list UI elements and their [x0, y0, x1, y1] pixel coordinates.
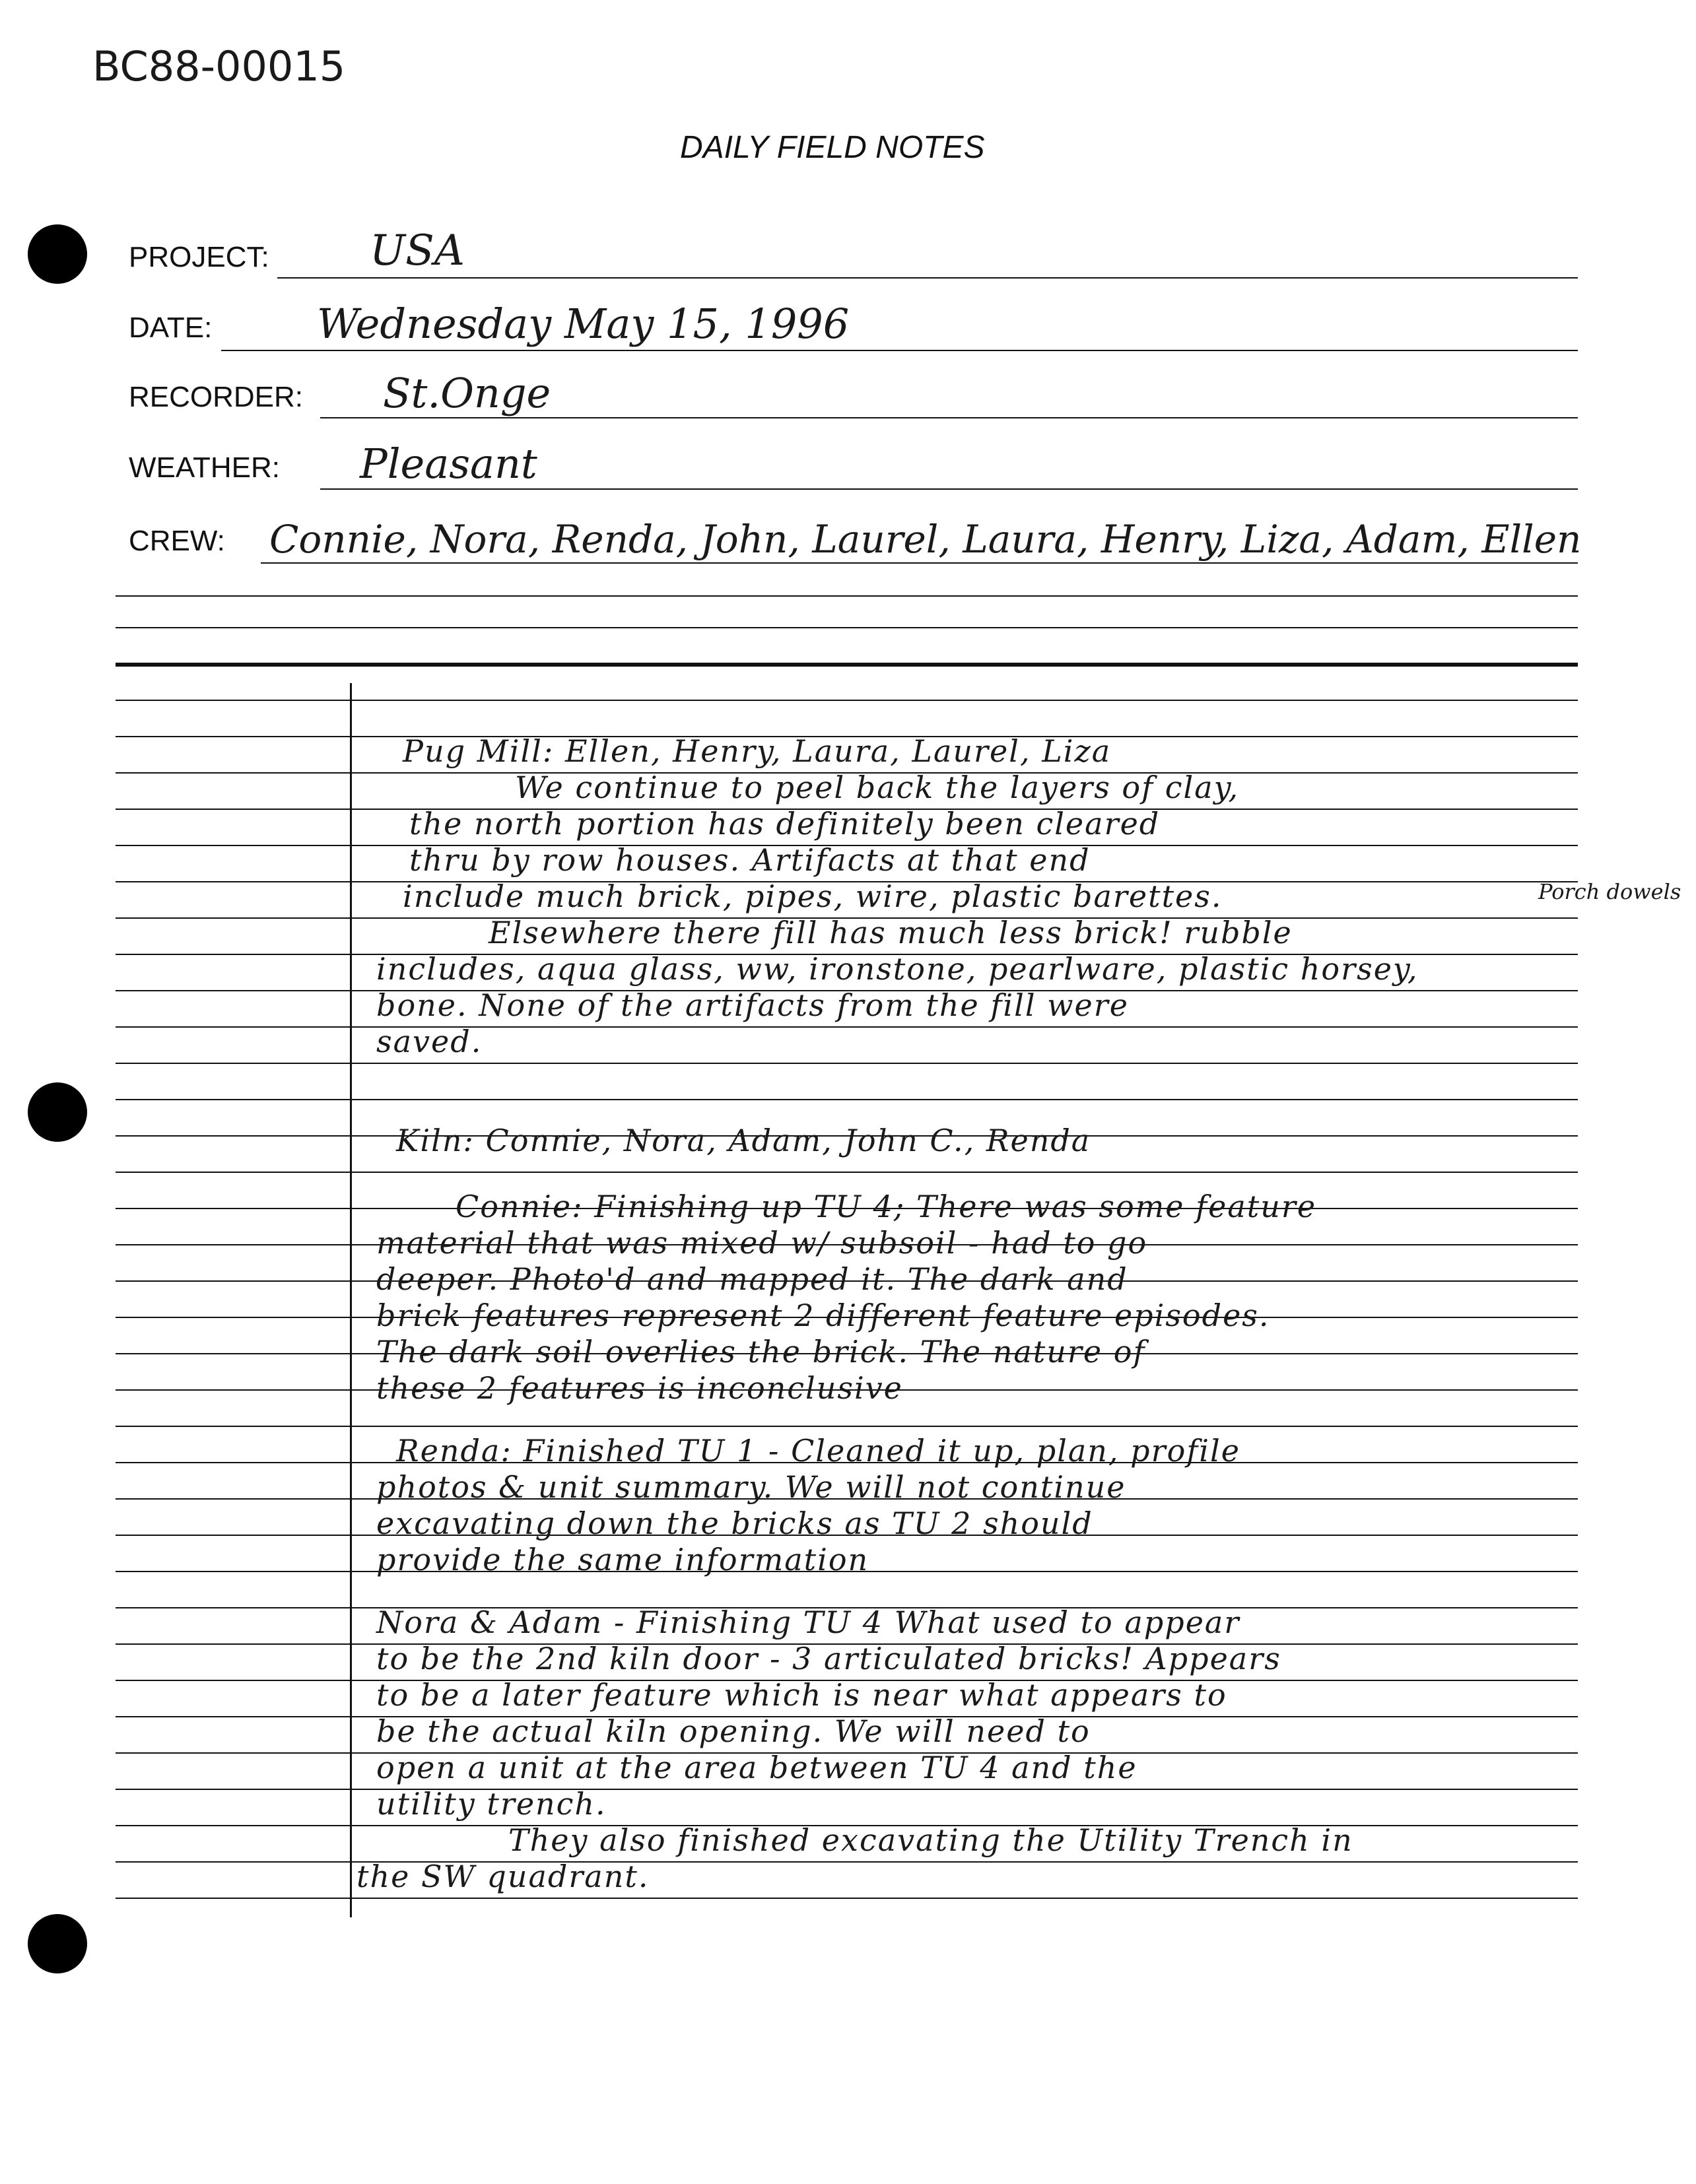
section-divider — [116, 663, 1578, 667]
recorder-label: RECORDER: — [129, 381, 304, 413]
notes-line: Pug Mill: Ellen, Henry, Laura, Laurel, Liza — [403, 733, 1112, 769]
notes-line: utility trench. — [376, 1786, 607, 1822]
notes-line: provide the same information — [376, 1542, 869, 1577]
notes-line: excavating down the bricks as TU 2 should — [376, 1506, 1093, 1541]
notes-line: brick features represent 2 different feature episodes. — [376, 1298, 1270, 1333]
weather-value: Pleasant — [360, 440, 537, 488]
punch-hole-top — [28, 224, 87, 284]
margin-note: Porch dowels — [1538, 879, 1681, 904]
project-value: USA — [370, 226, 465, 275]
notes-line: thru by row houses. Artifacts at that end — [409, 842, 1091, 878]
ruled-line — [116, 1026, 1578, 1028]
project-label: PROJECT: — [129, 241, 269, 273]
notes-line: bone. None of the artifacts from the fill were — [376, 987, 1129, 1023]
date-value: Wednesday May 15, 1996 — [317, 300, 850, 348]
notes-line: be the actual kiln opening. We will need to — [376, 1713, 1091, 1749]
ruled-line — [116, 1426, 1578, 1427]
crew-line — [261, 562, 1578, 564]
recorder-line — [320, 417, 1578, 418]
ruled-line — [116, 1898, 1578, 1899]
notes-line: Elsewhere there fill has much less brick! rubble — [489, 915, 1293, 950]
notes-line: includes, aqua glass, ww, ironstone, pearlware, plastic horsey, — [376, 951, 1419, 987]
document-number: BC88-00015 — [92, 42, 346, 90]
notes-line: include much brick, pipes, wire, plastic barettes. — [403, 878, 1223, 914]
notes-line: saved. — [376, 1024, 483, 1059]
notes-line: deeper. Photo'd and mapped it. The dark and — [376, 1261, 1128, 1297]
notes-line: Kiln: Connie, Nora, Adam, John C., Renda — [396, 1123, 1091, 1158]
notes-line: material that was mixed w/ subsoil - had to go — [376, 1225, 1148, 1261]
notes-line: open a unit at the area between TU 4 and the — [376, 1750, 1137, 1785]
date-label: DATE: — [129, 312, 213, 344]
punch-hole-bottom — [28, 1914, 87, 1973]
ruled-line — [116, 1861, 1578, 1863]
ruled-line — [116, 1789, 1578, 1790]
blank-line — [116, 595, 1578, 597]
crew-value: Connie, Nora, Renda, John, Laurel, Laura, Henry, Liza, Adam, Ellen — [269, 517, 1582, 562]
ruled-line — [116, 1099, 1578, 1100]
date-line — [221, 350, 1578, 351]
notes-line: the north portion has definitely been cleared — [409, 806, 1161, 842]
punch-hole-middle — [28, 1082, 87, 1142]
notes-line: these 2 features is inconclusive — [376, 1370, 903, 1406]
notes-line: to be a later feature which is near what appears to — [376, 1677, 1227, 1713]
project-line — [277, 277, 1578, 279]
weather-label: WEATHER: — [129, 451, 280, 484]
blank-line — [116, 627, 1578, 628]
notes-line: to be the 2nd kiln door - 3 articulated bricks! Appears — [376, 1641, 1281, 1676]
ruled-line — [116, 1063, 1578, 1064]
notes-line: The dark soil overlies the brick. The nature of — [376, 1334, 1146, 1370]
weather-line — [320, 488, 1578, 490]
notes-line: We continue to peel back the layers of clay, — [515, 770, 1240, 805]
notes-line: Connie: Finishing up TU 4; There was some feature — [456, 1189, 1317, 1224]
notes-line: the SW quadrant. — [356, 1859, 650, 1894]
notes-line: photos & unit summary. We will not continue — [376, 1469, 1126, 1505]
crew-label: CREW: — [129, 525, 225, 557]
notes-line: Renda: Finished TU 1 - Cleaned it up, plan, profile — [396, 1433, 1240, 1469]
margin-line — [350, 683, 352, 1917]
ruled-line — [116, 700, 1578, 701]
page-title: DAILY FIELD NOTES — [680, 130, 985, 165]
notes-line: Nora & Adam - Finishing TU 4 What used to appear — [376, 1605, 1240, 1640]
notes-line: They also finished excavating the Utility Trench in — [508, 1822, 1353, 1858]
recorder-value: St.Onge — [383, 369, 551, 417]
ruled-line — [116, 1172, 1578, 1173]
